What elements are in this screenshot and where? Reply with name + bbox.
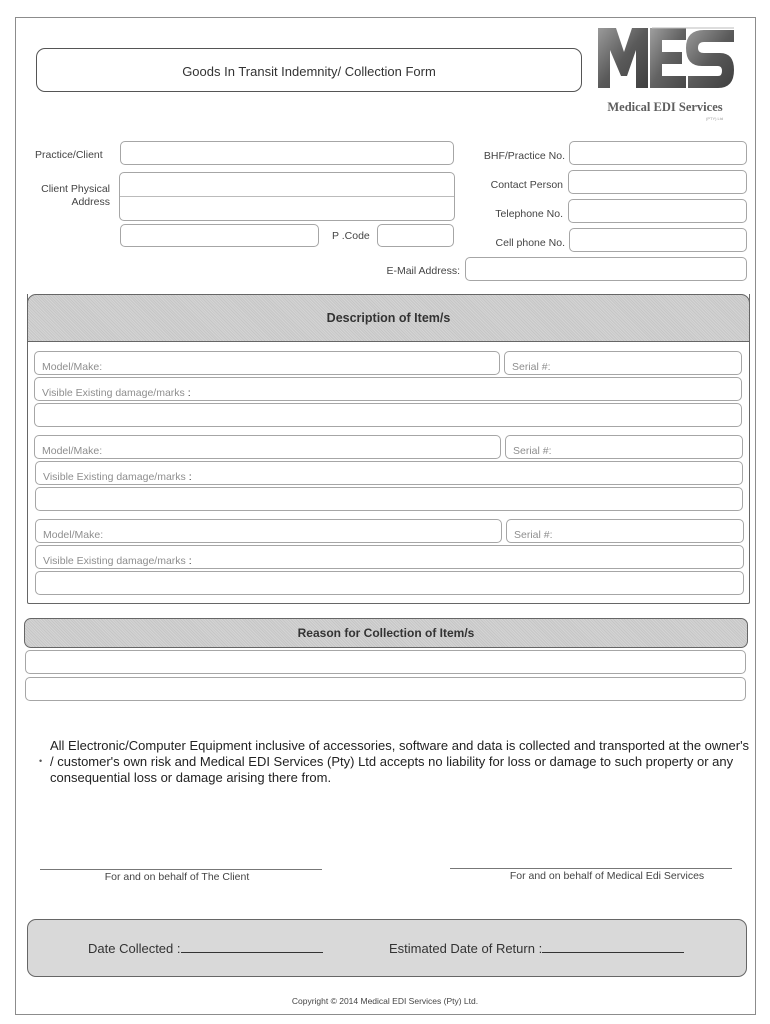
- description-heading: Description of Item/s: [27, 294, 750, 342]
- item3-model-placeholder: Model/Make:: [43, 529, 104, 541]
- bhf-field[interactable]: [569, 141, 747, 165]
- address-label-line2: Address: [71, 196, 110, 208]
- dates-panel: [27, 919, 747, 977]
- address-field[interactable]: [119, 172, 455, 221]
- reason-field-2[interactable]: [25, 677, 746, 701]
- item2-model-placeholder: Model/Make:: [42, 445, 103, 457]
- date-return-label: Estimated Date of Return :: [389, 941, 543, 956]
- client-signature-line[interactable]: [40, 869, 322, 870]
- disclaimer-text: All Electronic/Computer Equipment inclusive of accessories, software and data is collected and transported at the owner's / customer's own risk and Medical EDI Services (Pty) Ltd accepts no liability for loss or damage to such property or any consequential loss or damage arising there from.: [50, 738, 750, 785]
- practice-client-label: Practice/Client: [35, 149, 103, 161]
- logo-subtext: (PTY) Ltd: [706, 116, 724, 121]
- item3-serial-field[interactable]: [506, 519, 744, 543]
- item2-damage-field[interactable]: [35, 461, 743, 485]
- item1-damage-field[interactable]: [34, 377, 742, 401]
- item1-model-placeholder: Model/Make:: [42, 361, 103, 373]
- mes-logo-mark: [594, 26, 736, 100]
- item2-serial-field[interactable]: [505, 435, 743, 459]
- company-signature-line[interactable]: [450, 868, 732, 869]
- reason-heading: Reason for Collection of Item/s: [24, 618, 748, 648]
- disclaimer-bullet: •: [39, 756, 43, 766]
- pcode-label: P .Code: [332, 230, 370, 242]
- pcode-field[interactable]: [377, 224, 454, 247]
- item1-damage-field-2[interactable]: [34, 403, 742, 427]
- cellphone-label: Cell phone No.: [495, 237, 565, 249]
- item2-damage-field-2[interactable]: [35, 487, 743, 511]
- logo-wordmark: Medical EDI Services: [607, 100, 723, 114]
- practice-client-field[interactable]: [120, 141, 454, 165]
- form-title: Goods In Transit Indemnity/ Collection Form: [182, 64, 436, 79]
- telephone-label: Telephone No.: [495, 208, 563, 220]
- item3-damage-placeholder: Visible Existing damage/marks :: [43, 555, 192, 567]
- item2-serial-placeholder: Serial #:: [513, 445, 552, 457]
- address-line3-field[interactable]: [120, 224, 319, 247]
- client-signature-label: For and on behalf of The Client: [104, 871, 250, 883]
- email-label: E-Mail Address:: [386, 265, 460, 277]
- address-label-line1: Client Physical: [41, 183, 110, 195]
- item3-serial-placeholder: Serial #:: [514, 529, 553, 541]
- form-title-box: [36, 48, 582, 92]
- item1-serial-field[interactable]: [504, 351, 742, 375]
- cellphone-field[interactable]: [569, 228, 747, 252]
- copyright-footer: Copyright © 2014 Medical EDI Services (Pty) Ltd.: [291, 996, 479, 1006]
- bhf-label: BHF/Practice No.: [483, 150, 565, 162]
- item3-model-field[interactable]: [35, 519, 502, 543]
- reason-field-1[interactable]: [25, 650, 746, 674]
- date-return-field[interactable]: [542, 941, 684, 953]
- date-collected: [88, 941, 323, 956]
- company-signature-label: For and on behalf of Medical Edi Services: [509, 870, 705, 882]
- telephone-field[interactable]: [568, 199, 747, 223]
- date-collected-label: Date Collected :: [88, 941, 181, 956]
- item2-model-field[interactable]: [34, 435, 501, 459]
- item1-damage-placeholder: Visible Existing damage/marks :: [42, 387, 191, 399]
- date-collected-field[interactable]: [181, 941, 323, 953]
- item3-damage-field-2[interactable]: [35, 571, 744, 595]
- item2-damage-placeholder: Visible Existing damage/marks :: [43, 471, 192, 483]
- item3-damage-field[interactable]: [35, 545, 744, 569]
- item1-model-field[interactable]: [34, 351, 500, 375]
- item1-serial-placeholder: Serial #:: [512, 361, 551, 373]
- contact-person-label: Contact Person: [490, 179, 563, 191]
- contact-person-field[interactable]: [568, 170, 747, 194]
- company-logo: [594, 26, 736, 120]
- date-return: [389, 941, 684, 956]
- email-field[interactable]: [465, 257, 747, 281]
